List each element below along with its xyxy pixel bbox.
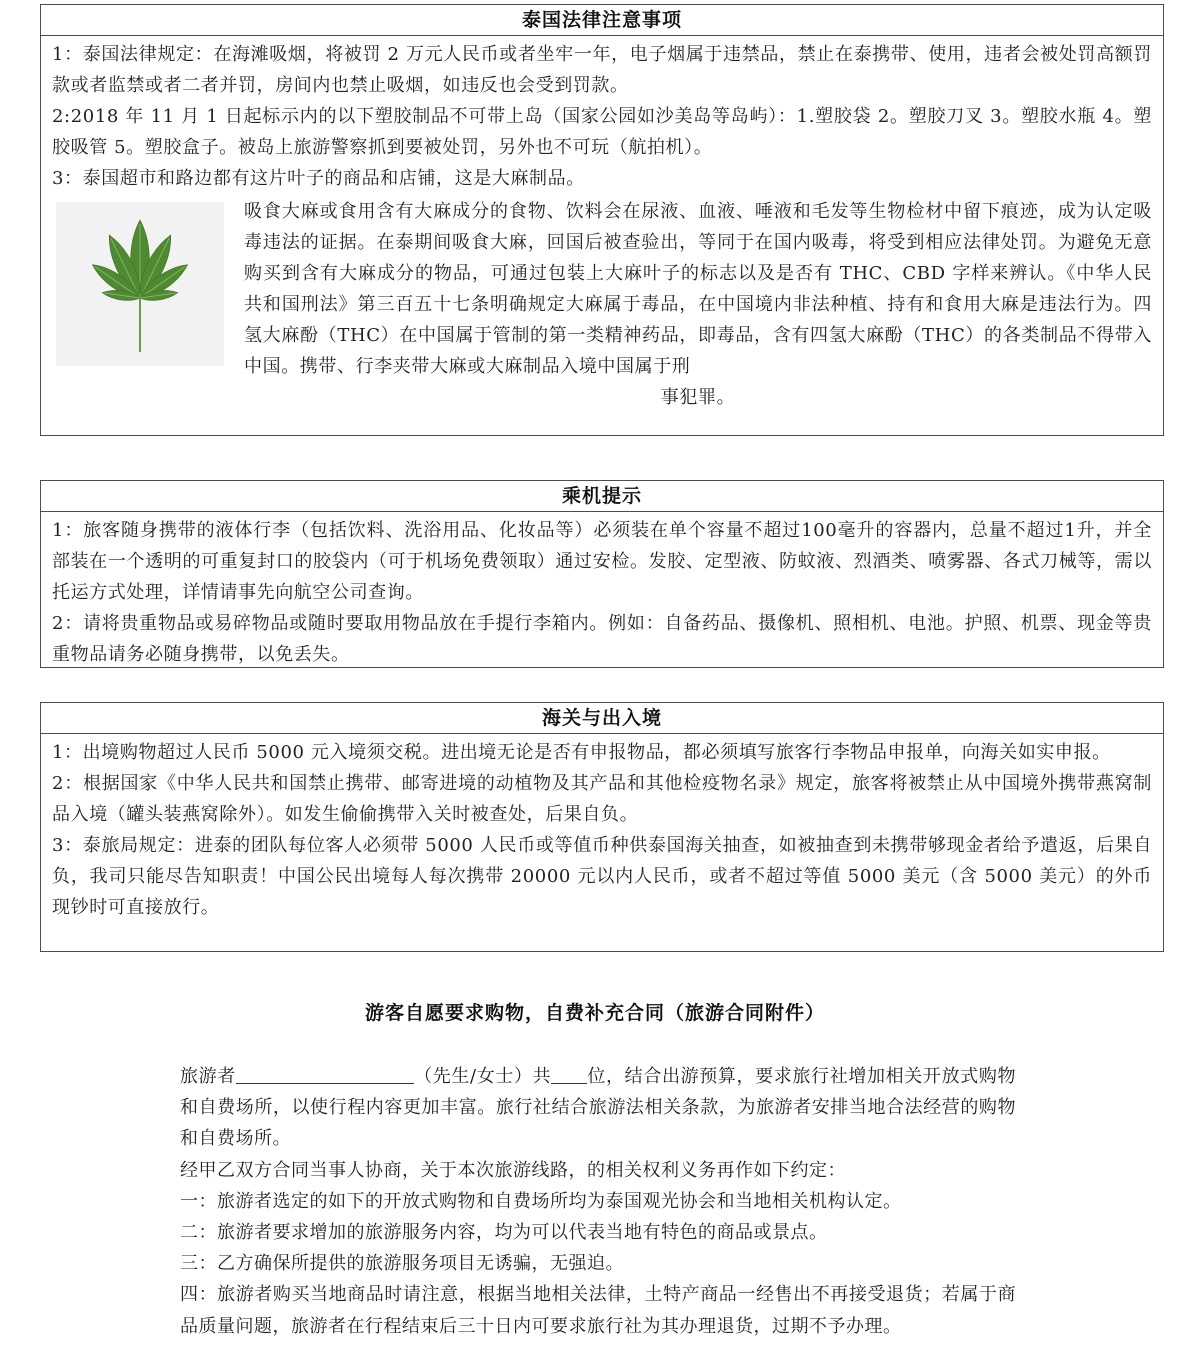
customs-item-1: 1：出境购物超过人民币 5000 元入境须交税。进出境无论是否有申报物品，都必须填写旅客行李物品申报单，向海关如实申报。 xyxy=(52,742,1111,763)
cannabis-text xyxy=(244,196,1152,413)
thai-law-item-2: 2:2018 年 11 月 1 日起标示内的以下塑胶制品不可带上岛（国家公园如沙美岛等岛屿）：1.塑胶袋 2。塑胶刀叉 3。塑胶水瓶 4。塑胶吸管 5。塑胶盒子。被岛上旅游警察抓到要被处罚，另外也不可玩（航拍机）。 xyxy=(52,106,1152,158)
cannabis-paragraph: 吸食大麻或食用含有大麻成分的食物、饮料会在尿液、血液、唾液和毛发等生物检材中留下痕迹，成为认定吸毒违法的证据。在泰期间吸食大麻，回国后被查验出，等同于在国内吸毒，将受到相应法律处罚。为避免无意购买到含有大麻成分的物品，可通过包装上大麻叶子的标志以及是否有 THC、CBD 字样来辨认。《中华人民共和国刑法》第三百五十七条明确规定大麻属于毒品，在中国境内非法种植、持有和食用大麻是违法行为。四氢大麻酚（THC）在中国属于管制的第一类精神药品，即毒品，含有四氢大麻酚（THC）的各类制品不得带入中国。携带、行李夹带大麻或大麻制品入境中国属于刑 xyxy=(244,201,1152,377)
traveler-name-blank[interactable] xyxy=(236,1063,414,1084)
customs-item-2: 2：根据国家《中华人民共和国禁止携带、邮寄进境的动植物及其产品和其他检疫物名录》规定，旅客将被禁止从中国境外携带燕窝制品入境（罐头装燕窝除外）。如发生偷偷携带入关时被查处，后果自负。 xyxy=(52,773,1152,825)
customs-item-3: 3：泰旅局规定：进泰的团队每位客人必须带 5000 人民币或等值币种供泰国海关抽查，如被抽查到未携带够现金者给予遣返，后果自负，我司只能尽告知职责！中国公民出境每人每次携带 20000 元以内人民币，或者不超过等值 5000 美元（含 5000 美元）的外币现钞时可直接放行。 xyxy=(52,835,1152,918)
customs-title: 海关与出入境 xyxy=(41,703,1163,734)
customs-body xyxy=(41,734,1163,931)
traveler-count-blank[interactable] xyxy=(551,1063,587,1084)
contract-intro xyxy=(180,1061,1016,1155)
contract-intro-a: 旅游者 xyxy=(180,1066,236,1087)
customs-box xyxy=(40,702,1164,952)
contract-line-4: 三：乙方确保所提供的旅游服务项目无诱骗，无强迫。 xyxy=(180,1253,624,1275)
contract-line-2: 一：旅游者选定的如下的开放式购物和自费场所均为泰国观光协会和当地相关机构认定。 xyxy=(180,1190,902,1212)
thai-law-body xyxy=(41,36,1163,421)
boarding-tip-1: 1：旅客随身携带的液体行李（包括饮料、洗浴用品、化妆品等）必须装在单个容量不超过100毫升的容器内，总量不超过1升，并全部装在一个透明的可重复封口的胶袋内（可于机场免费领取）通过安检。发胶、定型液、防蚊液、烈酒类、喷雾器、各式刀械等，需以托运方式处理，详情请事先向航空公司查询。 xyxy=(52,520,1152,603)
boarding-tip-2: 2：请将贵重物品或易碎物品或随时要取用物品放在手提行李箱内。例如：自备药品、摄像机、照相机、电池。护照、机票、现金等贵重物品请务必随身携带，以免丢失。 xyxy=(52,613,1152,665)
contract-line-1: 经甲乙双方合同当事人协商，关于本次旅游线路，的相关权利义务再作如下约定： xyxy=(180,1159,846,1181)
cannabis-section xyxy=(52,196,1152,413)
boarding-tips-box xyxy=(40,480,1164,668)
cannabis-paragraph-tail: 事犯罪。 xyxy=(660,387,736,408)
contract-line-5: 四：旅游者购买当地商品时请注意，根据当地相关法律，土特产商品一经售出不再接受退货；若属于商品质量问题，旅游者在行程结束后三十日内可要求旅行社为其办理退货，过期不予办理。 xyxy=(180,1284,1016,1337)
contract-intro-c: 位，结合出游预算，要求旅行社增加相关开放式购物和自费场所，以使行程内容更加丰富。旅行社结合旅游法相关条款，为旅游者安排当地合法经营的购物和自费场所。 xyxy=(180,1066,1016,1150)
thai-law-item-1: 1：泰国法律规定：在海滩吸烟，将被罚 2 万元人民币或者坐牢一年，电子烟属于违禁品，禁止在泰携带、使用，违者会被处罚高额罚款或者监禁或者二者并罚，房间内也禁止吸烟，如违反也会受到罚款。 xyxy=(52,44,1152,96)
contract-title: 游客自愿要求购物，自费补充合同（旅游合同附件） xyxy=(364,1002,825,1024)
contract-body xyxy=(180,1061,1016,1342)
thai-law-notice-box xyxy=(40,4,1164,436)
boarding-tips-body xyxy=(41,512,1163,678)
contract-line-3: 二：旅游者要求增加的旅游服务内容，均为可以代表当地有特色的商品或景点。 xyxy=(180,1222,828,1244)
thai-law-item-3: 3：泰国超市和路边都有这片叶子的商品和店铺，这是大麻制品。 xyxy=(52,168,585,189)
boarding-tips-title: 乘机提示 xyxy=(41,481,1163,512)
cannabis-leaf-image xyxy=(56,202,224,366)
cannabis-leaf-icon xyxy=(56,202,224,366)
thai-law-title: 泰国法律注意事项 xyxy=(41,5,1163,36)
contract-intro-b: （先生/女士）共 xyxy=(413,1066,552,1087)
